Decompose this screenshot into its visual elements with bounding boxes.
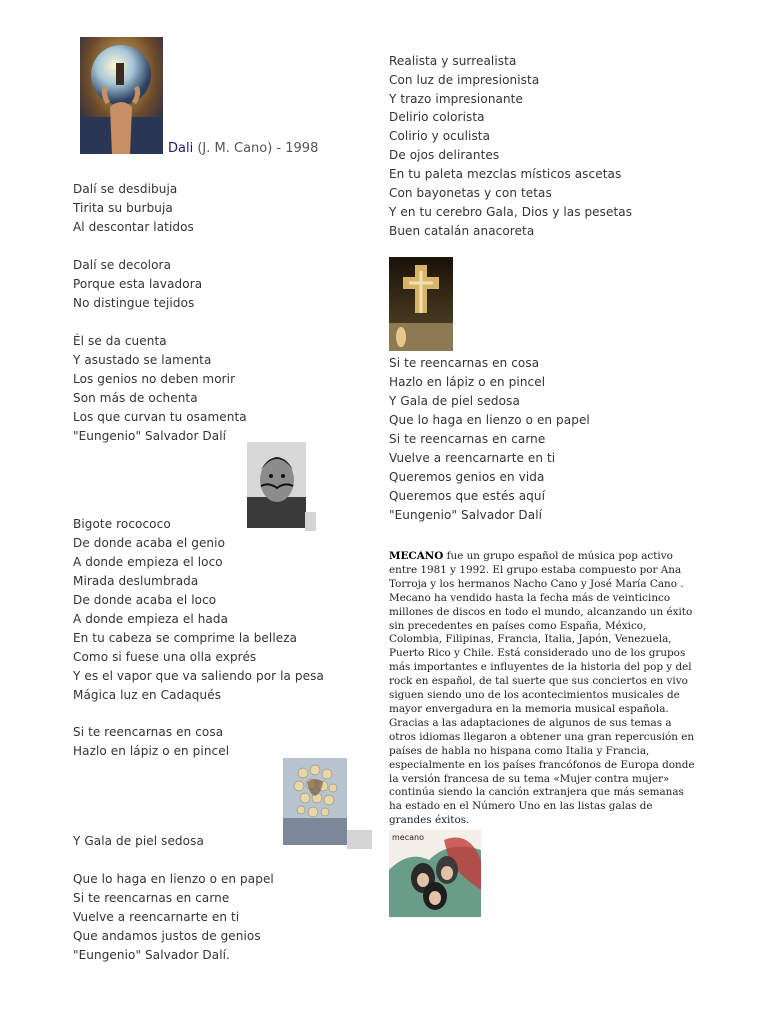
right-lyric-line: Colirio y oculista bbox=[389, 129, 491, 143]
right-lyric-line: Queremos genios en vida bbox=[389, 470, 545, 484]
left-lyric-line: En tu cabeza se comprime la belleza bbox=[73, 631, 298, 645]
left-lyric-line: Si te reencarnas en carne bbox=[73, 891, 230, 905]
right-lyric-line: Y trazo impresionante bbox=[389, 92, 523, 106]
left-lyric-line: No distingue tejidos bbox=[73, 296, 195, 310]
left-lyric-line: Que lo haga en lienzo o en papel bbox=[73, 872, 274, 886]
left-lyric-line: Que andamos justos de genios bbox=[73, 929, 261, 943]
mecano-cover-text: mecano bbox=[392, 833, 424, 842]
song-title-link[interactable]: Dali bbox=[168, 141, 194, 156]
left-lyric-line: Bigote rocococo bbox=[73, 517, 171, 531]
right-lyric-line: Vuelve a reencarnarte en ti bbox=[389, 451, 556, 465]
left-lyric-line: Y asustado se lamenta bbox=[73, 353, 212, 367]
right-lyric-line: En tu paleta mezclas místicos ascetas bbox=[389, 167, 622, 181]
left-lyric-line: A donde empieza el hada bbox=[73, 612, 229, 626]
mecano-bio-text: fue un grupo español de música pop activo entre 1981 y 1992. El grupo estaba compuesto por Ana Torroja y los hermanos Nacho Cano y José María Cano . Mecano ha vendido hasta la fecha más de veinticinco millones de discos en todo el mundo, alcanzando un éxito sin precedentes en países como España, México, Colombia, Filipinas, Francia, Italia, Japón, Venezuela, Puerto Rico y Chile. Está considerado uno de los grupos más importantes e influyentes de la historia del pop y del rock en español, de tal suerte que sus conciertos en vivo siguen siendo uno de los acontecimientos musicales de mayor envergadura en la memoria musical española. Gracias a las adaptaciones de algunos de sus temas a otros idiomas llegaron a obtener una gran repercusión en países de habla no hispana como Italia y Francia, especialmente en los países francófonos de Europa donde la versión francesa de su tema «Mujer contra mujer» continúa siendo la canción extranjera que más semanas ha estado en el Número Uno en las listas galas de grandes éxitos. bbox=[389, 550, 695, 827]
right-lyric-line: "Eungenio" Salvador Dalí bbox=[389, 508, 543, 522]
image-placeholder-small bbox=[305, 512, 316, 531]
right-lyric-line: Con bayonetas y con tetas bbox=[389, 186, 552, 200]
left-lyric-line: Si te reencarnas en cosa bbox=[73, 725, 224, 739]
right-lyric-line: Delirio colorista bbox=[389, 110, 485, 124]
right-lyric-line: Que lo haga en lienzo o en papel bbox=[389, 413, 590, 427]
left-lyric-line: Mágica luz en Cadaqués bbox=[73, 688, 222, 702]
right-lyric-line: Con luz de impresionista bbox=[389, 73, 540, 87]
right-lyric-line: Si te reencarnas en cosa bbox=[389, 356, 540, 370]
left-lyric-line: Y es el vapor que va saliendo por la pesa bbox=[73, 669, 324, 683]
left-lyric-line: Al descontar latidos bbox=[73, 220, 194, 234]
left-lyric-line: Él se da cuenta bbox=[73, 334, 167, 348]
right-lyric-line: Queremos que estés aquí bbox=[389, 489, 546, 503]
right-lyric-line: Realista y surrealista bbox=[389, 54, 517, 68]
mecano-album-cover bbox=[389, 830, 481, 917]
left-lyric-line: Porque esta lavadora bbox=[73, 277, 203, 291]
left-lyric-line: De donde acaba el genio bbox=[73, 536, 226, 550]
right-lyric-line: Si te reencarnas en carne bbox=[389, 432, 546, 446]
left-lyric-line: Hazlo en lápiz o en pincel bbox=[73, 744, 230, 758]
dali-crucifixion-painting bbox=[389, 257, 453, 351]
left-lyric-line: Dalí se desdibuja bbox=[73, 182, 178, 196]
left-lyric-line: "Eungenio" Salvador Dalí. bbox=[73, 948, 230, 962]
right-lyric-line: Y en tu cerebro Gala, Dios y las pesetas bbox=[389, 205, 633, 219]
left-lyric-line: Vuelve a reencarnarte en ti bbox=[73, 910, 240, 924]
song-title-credit: (J. M. Cano) - 1998 bbox=[193, 141, 319, 156]
image-placeholder-small bbox=[347, 830, 372, 849]
right-lyric-line: Y Gala de piel sedosa bbox=[389, 394, 520, 408]
dali-sphere-painting bbox=[80, 37, 163, 154]
dali-galatea-painting bbox=[283, 758, 347, 845]
mecano-bio-lead: MECANO bbox=[389, 550, 444, 562]
left-lyric-line: Como si fuese una olla exprés bbox=[73, 650, 257, 664]
dali-portrait-photo bbox=[247, 442, 306, 528]
left-lyric-line: Los que curvan tu osamenta bbox=[73, 410, 247, 424]
mecano-bio-paragraph bbox=[389, 550, 695, 828]
left-lyric-line: Mirada deslumbrada bbox=[73, 574, 199, 588]
left-lyric-line: Los genios no deben morir bbox=[73, 372, 236, 386]
song-title bbox=[168, 141, 318, 156]
left-lyric-line: Y Gala de piel sedosa bbox=[73, 834, 204, 848]
left-lyric-line: Tirita su burbuja bbox=[73, 201, 173, 215]
left-lyric-line: "Eungenio" Salvador Dalí bbox=[73, 429, 227, 443]
right-lyric-line: Hazlo en lápiz o en pincel bbox=[389, 375, 546, 389]
left-lyric-line: Dalí se decolora bbox=[73, 258, 172, 272]
left-lyric-line: De donde acaba el loco bbox=[73, 593, 217, 607]
right-lyric-line: Buen catalán anacoreta bbox=[389, 224, 535, 238]
left-lyric-line: Son más de ochenta bbox=[73, 391, 198, 405]
left-lyric-line: A donde empieza el loco bbox=[73, 555, 223, 569]
right-lyric-line: De ojos delirantes bbox=[389, 148, 500, 162]
